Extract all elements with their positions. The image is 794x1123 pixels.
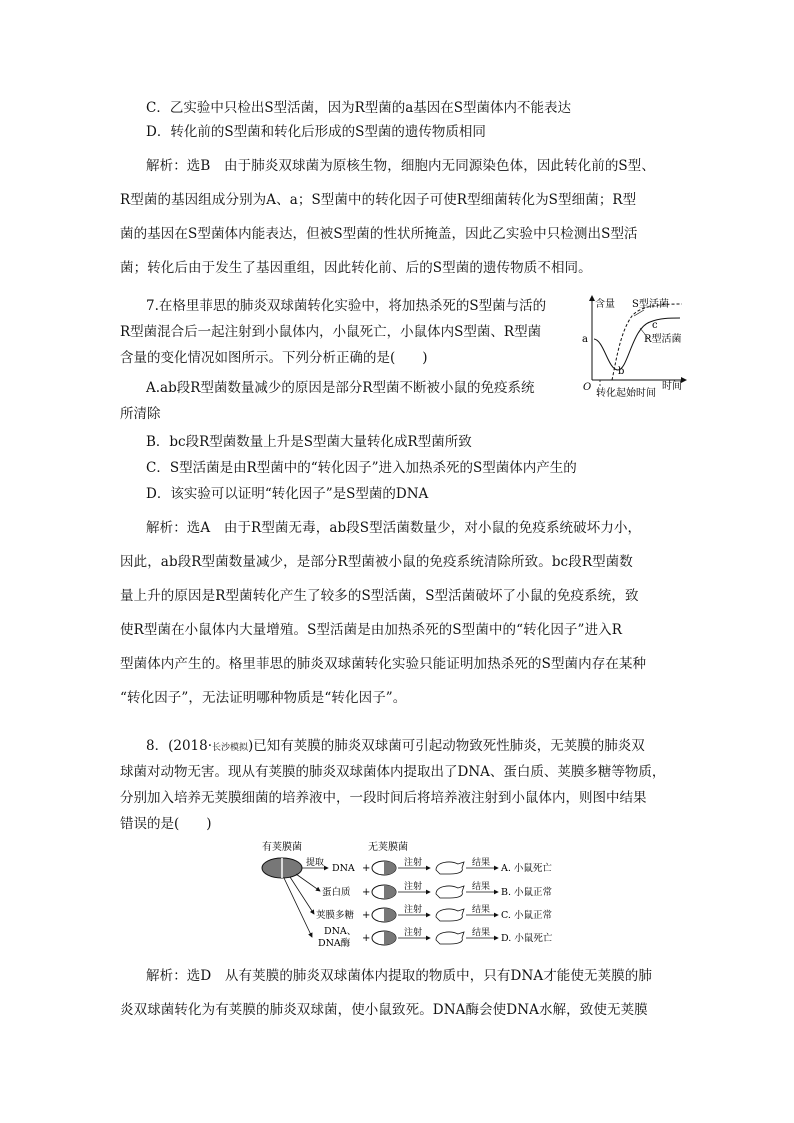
- mouse-icon: [436, 909, 464, 921]
- outcome-c: C. 小鼠正常: [501, 910, 552, 921]
- q6-option-c: C．乙实验中只检出S型活菌，因为R型菌的a基因在S型菌体内不能表达: [146, 100, 572, 116]
- q7-analysis-line: 解析：选A 由于R型菌无毒，ab段S型活菌数量少，对小鼠的免疫系统破坏力小，: [146, 520, 642, 536]
- q6-analysis-line: 菌；转化后由于发生了基因重组，因此转化前、后的S型菌的遗传物质不相同。: [120, 260, 592, 276]
- arrow: [284, 878, 312, 937]
- result-label: 结果: [472, 928, 491, 938]
- graph-point-c: c: [652, 320, 658, 331]
- graph-caption: 转化起始时间: [596, 388, 656, 398]
- inject-label: 注射: [404, 928, 423, 938]
- q7-option-d: D．该实验可以证明“转化因子”是S型菌的DNA: [146, 486, 429, 502]
- inject-label: 注射: [404, 858, 423, 868]
- graph-s-label: S型活菌: [632, 299, 669, 310]
- extract-label: 提取: [306, 858, 325, 868]
- q8-stem-line: 分别加入培养无荚膜细菌的培养液中，一段时间后将培养液注射到小鼠体内，则图中结果: [120, 790, 647, 806]
- substance-polysaccharide: 荚膜多糖: [316, 910, 355, 921]
- inject-label: 注射: [404, 882, 423, 892]
- mouse-icon: [436, 932, 464, 944]
- graph-r-label: R型活菌: [644, 334, 682, 345]
- result-label: 结果: [472, 858, 491, 868]
- graph-origin: O: [583, 382, 592, 393]
- result-label: 结果: [472, 905, 491, 915]
- left-title: 有荚膜菌: [262, 842, 302, 853]
- substance-dna2: DNA、: [324, 926, 357, 937]
- q7-analysis-line: 因此，ab段R型菌数量减少，是部分R型菌被小鼠的免疫系统清除所致。bc段R型菌数: [120, 554, 633, 570]
- outcome-a: A. 小鼠死亡: [501, 863, 552, 874]
- outcome-d: D. 小鼠死亡: [501, 933, 553, 944]
- svg-text:+: +: [362, 887, 371, 898]
- q7-analysis-line: 量上升的原因是R型菌转化产生了较多的S型活菌，S型活菌破坏了小鼠的免疫系统，致: [120, 588, 639, 604]
- q8-stem-line: [146, 736, 645, 758]
- svg-text:+: +: [362, 910, 371, 921]
- q8-analysis-line: 解析：选D 从有荚膜的肺炎双球菌体内提取的物质中，只有DNA才能使无荚膜的肺: [146, 968, 653, 984]
- graph-y-label: 含量: [595, 299, 615, 310]
- q7-option-c: C．S型活菌是由R型菌中的“转化因子”进入加热杀死的S型菌体内产生的: [146, 460, 577, 476]
- q8-stem-line: 错误的是( ): [120, 816, 212, 832]
- graph-x-label: 时间: [662, 381, 682, 392]
- svg-text:+: +: [362, 933, 371, 944]
- svg-text:+: +: [362, 863, 371, 874]
- substance-dnase: DNA酶: [318, 938, 351, 949]
- right-title: 无荚膜菌: [368, 842, 408, 853]
- substance-dna: DNA: [332, 863, 355, 874]
- q8-analysis-line: 炎双球菌转化为有荚膜的肺炎双球菌，使小鼠致死。DNA酶会使DNA水解，致使无荚膜: [120, 1002, 648, 1018]
- arrow: [296, 874, 320, 891]
- mouse-icon: [436, 886, 464, 898]
- q6-analysis-line: 解析：选B 由于肺炎双球菌为原核生物，细胞内无同源染色体，因此转化前的S型、: [146, 158, 655, 174]
- q7-stem-line: R型菌混合后一起注射到小鼠体内，小鼠死亡，小鼠体内S型菌、R型菌: [120, 324, 542, 340]
- graph-point-a: a: [582, 334, 588, 345]
- q7-option-b: B．bc段R型菌数量上升是S型菌大量转化成R型菌所致: [146, 434, 472, 450]
- graph-point-b: b: [618, 366, 625, 377]
- q6-analysis-line: 菌的基因在S型菌体内能表达，但被S型菌的性状所掩盖，因此乙实验中只检测出S型活: [120, 226, 638, 242]
- q7-analysis-line: 型菌体内产生的。格里菲思的肺炎双球菌转化实验只能证明加热杀死的S型菌内存在某种: [120, 656, 647, 672]
- q6-analysis-line: R型菌的基因组成分别为A、a；S型菌中的转化因子可使R型细菌转化为S型细菌；R型: [120, 192, 637, 208]
- q8-diagram: [258, 838, 568, 954]
- q7-analysis-line: “转化因子”，无法证明哪种物质是“转化因子”。: [120, 690, 407, 706]
- arrow: [290, 877, 314, 914]
- q7-option-a: A.ab段R型菌数量减少的原因是部分R型菌不断被小鼠的免疫系统: [146, 380, 535, 396]
- q7-analysis-line: 使R型菌在小鼠体内大量增殖。S型活菌是由加热杀死的S型菌中的“转化因子”进入R: [120, 622, 623, 638]
- result-label: 结果: [472, 882, 491, 892]
- q7-stem-line: 含量的变化情况如图所示。下列分析正确的是( ): [120, 350, 428, 366]
- substance-protein: 蛋白质: [322, 887, 351, 898]
- q8-stem-line: 球菌对动物无害。现从有荚膜的肺炎双球菌体内提取出了DNA、蛋白质、荚膜多糖等物质，: [120, 764, 666, 780]
- q8-stem-text: )已知有荚膜的肺炎双球菌可引起动物致死性肺炎，无荚膜的肺炎双: [248, 738, 645, 754]
- inject-label: 注射: [404, 905, 423, 915]
- q6-option-d: D．转化前的S型菌和转化后形成的S型菌的遗传物质相同: [146, 124, 486, 140]
- q8-number: 8．(2018·: [146, 738, 213, 754]
- q7-stem-line: 7.在格里菲思的肺炎双球菌转化实验中，将加热杀死的S型菌与活的: [146, 298, 547, 314]
- q7-graph: [578, 292, 690, 398]
- outcome-b: B. 小鼠正常: [501, 887, 553, 898]
- q7-option-a-cont: 所清除: [120, 406, 161, 422]
- q8-source: 长沙模拟: [212, 743, 249, 753]
